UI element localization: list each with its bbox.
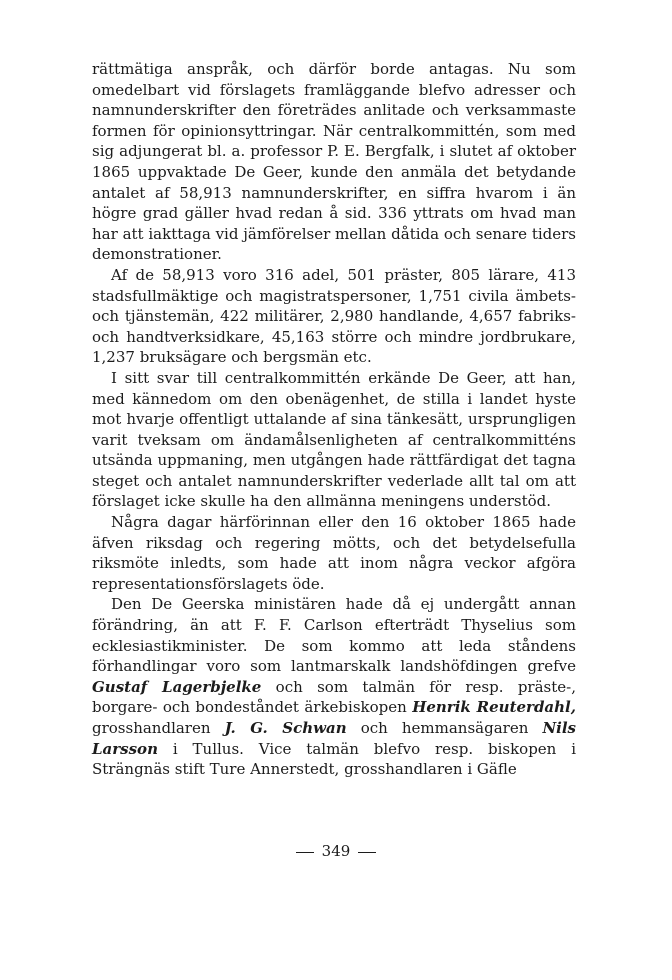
person-name-schwan: J. G. Schwan [224, 719, 347, 737]
person-name-larsson: Nils Larsson [92, 719, 576, 758]
paragraph-1: rättmätiga anspråk, och därför borde antagas. Nu som omedelbart vid förslagets framläggande blefvo adresser och namnunderskrifter den företrädes anlitade och verksammaste formen för opinionsyttringar. När centralkommittén, som med sig adjungerat bl. a. professor P. E. Bergfalk, i slutet af oktober 1865 uppvaktade De Geer, kunde den anmäla det betydande antalet af 58,913 namnunderskrifter, en siffra hvarom i än högre grad gäller hvad redan å sid. 336 yttrats om hvad man har att iakttaga vid jämförelser mellan dåtida och senare tiders demonstrationer. [92, 60, 576, 264]
paragraph-5-text-3: grosshandlaren [92, 719, 225, 737]
paragraph-5-text-4: och hemmansägaren [346, 719, 543, 737]
paragraph-3: I sitt svar till centralkommittén erkände De Geer, att han, med kännedom om den obenägenhet, de stilla i landet hyste mot hvarje offentligt uttalande af sina tänkesätt, ursprungligen varit tveksam om ändamålsenligheten af centralkommitténs utsända uppmaning, men utgången hade rättfärdigat det tagna steget och antalet namnunderskrifter vederlade allt tal om att förslaget icke skulle ha den allmänna meningens understöd. [92, 368, 576, 511]
paragraph-4: Några dagar härförinnan eller den 16 oktober 1865 hade äfven riksdag och regering mötts, och det betydelsefulla riksmöte inledts, som hade att inom några veckor afgöra representationsförslagets öde. [92, 513, 576, 593]
paragraph-5-text-2: och som talmän för resp. präste-, borgare- och bondeståndet ärkebiskopen [92, 677, 576, 717]
footer-dash-left [296, 852, 314, 853]
page-number: 349 [321, 842, 351, 860]
page-footer [0, 842, 672, 860]
paragraph-5-text-5: i Tullus. Vice talmän blefvo resp. biskopen i Strängnäs stift Ture Annerstedt, grosshandlaren i Gäfle [92, 739, 576, 779]
paragraph-5 [92, 594, 576, 779]
person-name-reuterdahl: Henrik Reuterdahl, [412, 698, 576, 717]
paragraph-5-text-1: Den De Geerska ministären hade då ej undergått annan förändring, än att F. F. Carlson efterträdt Thyselius som ecklesiastikminister. De som kommo att leda ståndens förhandlingar voro som lantmarskalk landshöfdingen grefve [92, 595, 576, 676]
footer-dash-right [358, 852, 376, 853]
page-body [92, 59, 576, 780]
paragraph-2: Af de 58,913 voro 316 adel, 501 präster, 805 lärare, 413 stadsfullmäktige och magistratspersoner, 1,751 civila ämbets- och tjänstemän, 422 militärer, 2,980 handlande, 4,657 fabriks- och handtverksidkare, 45,163 större och mindre jordbrukare, 1,237 bruksägare och bergsmän etc. [92, 265, 576, 367]
person-name-lagerbjelke: Gustaf Lagerbjelke [92, 677, 262, 696]
